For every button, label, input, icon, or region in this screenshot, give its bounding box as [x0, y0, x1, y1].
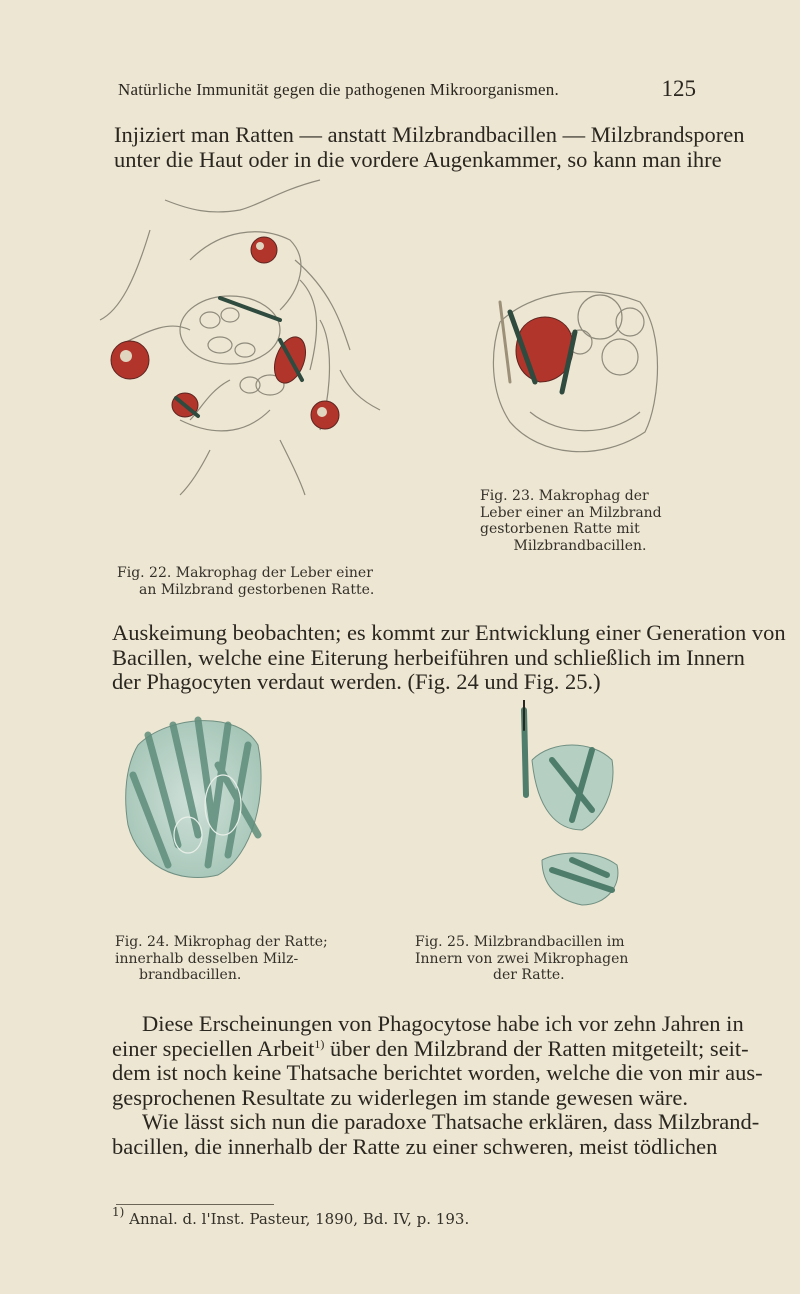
page-number: 125	[661, 76, 696, 101]
paragraph-1-line: unter die Haut oder in die vordere Augenkammer, so kann man ihre	[114, 146, 722, 172]
figure-23-illustration	[470, 262, 670, 462]
paragraph-1-line: Injiziert man Ratten — anstatt Milzbrandbacillen — Milzbrandsporen	[114, 122, 745, 147]
caption-line: Fig. 24. Mikrophag der Ratte;	[115, 934, 328, 950]
caption-line: Leber einer an Milzbrand	[480, 504, 662, 521]
paragraph-3-line: Wie lässt sich nun die paradoxe Thatsache erklären, dass Milzbrand-	[142, 1109, 760, 1134]
paragraph-3-line	[112, 1035, 749, 1062]
caption-line: innerhalb desselben Milz-	[115, 950, 299, 967]
footnote	[112, 1205, 470, 1228]
paragraph-3-line: bacillen, die innerhalb der Ratte zu einer schweren, meist tödlichen	[112, 1133, 718, 1159]
figure-24-illustration	[118, 705, 268, 885]
caption-line: an Milzbrand gestorbenen Ratte.	[139, 581, 375, 598]
paragraph-2-line: der Phagocyten verdaut werden. (Fig. 24 und Fig. 25.)	[112, 669, 601, 694]
caption-line: der Ratte.	[493, 967, 565, 983]
paragraph-2-line: Bacillen, welche eine Eiterung herbeiführen und schließlich im Innern	[112, 644, 745, 670]
figure-24-caption	[115, 934, 390, 984]
paragraph-2	[112, 620, 786, 695]
paragraph-3-line: dem ist noch keine Thatsache berichtet worden, welche die von mir aus-	[112, 1060, 763, 1085]
caption-line: gestorbenen Ratte mit	[480, 521, 640, 537]
running-title: Natürliche Immunität gegen die pathogenen Mikroorganismen.	[118, 80, 559, 99]
footnote-marker: 1)	[112, 1205, 125, 1219]
caption-line: Innern von zwei Mikrophagen	[415, 950, 629, 967]
footnote-reference[interactable]: 1)	[314, 1036, 325, 1051]
paragraph-2-line: Auskeimung beobachten; es kommt zur Entwicklung einer Generation von	[112, 620, 786, 645]
figure-25-caption	[415, 934, 665, 984]
paragraph-3-text: einer speciellen Arbeit	[112, 1035, 315, 1061]
caption-line: Fig. 25. Milzbrandbacillen im	[415, 934, 625, 950]
figure-22-illustration	[80, 170, 400, 500]
paragraph-3	[112, 1011, 763, 1159]
figure-25-illustration	[512, 700, 632, 910]
paragraph-3-text: über den Milzbrand der Ratten mitgeteilt; seit-	[324, 1035, 749, 1061]
figure-22-caption	[117, 565, 392, 598]
caption-line: Fig. 22. Makrophag der Leber einer	[117, 565, 373, 581]
footnote-text: Annal. d. l'Inst. Pasteur, 1890, Bd. IV, p. 193.	[129, 1210, 470, 1228]
paragraph-1	[114, 122, 745, 172]
footnote-divider	[116, 1204, 274, 1205]
paragraph-3-line: gesprochenen Resultate zu widerlegen im stande gewesen wäre.	[112, 1084, 689, 1110]
caption-line: brandbacillen.	[139, 967, 242, 983]
paragraph-3-line: Diese Erscheinungen von Phagocytose habe ich vor zehn Jahren in	[142, 1011, 744, 1036]
caption-line: Fig. 23. Makrophag der	[480, 488, 649, 504]
caption-line: Milzbrandbacillen.	[513, 537, 647, 554]
running-header	[108, 76, 698, 110]
figure-23-caption	[480, 488, 680, 554]
